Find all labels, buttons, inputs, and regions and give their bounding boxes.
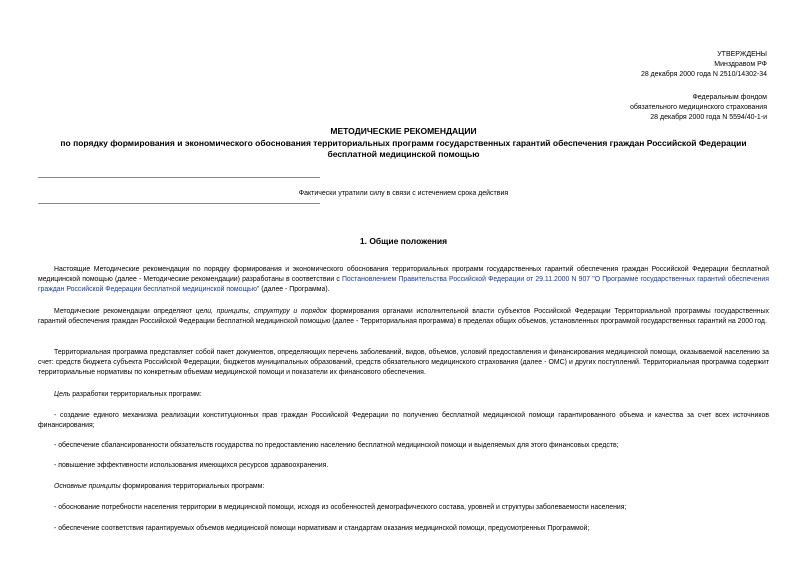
paragraph-text: Настоящие Методические рекомендации по порядку формирования и экономического обоснования территориальных программ государственных гарантий обеспечения граждан Российской Федерации бесплатной медицинской помощью (далее - Методические рекомендации) разработаны в соответствии с (38, 266, 769, 283)
paragraph-text: Методические рекомендации определяют (54, 308, 196, 315)
title-line: по порядку формирования и экономического обоснования территориальных программ государственных гарантий обеспечения граждан Российской Федерации (60, 137, 747, 148)
approval-block-fund (630, 93, 767, 123)
paragraph-text: - обеспечение соответствия гарантируемых объемов медицинской помощи нормативам и стандартам оказания медицинской помощи, предусмотренных Программой; (54, 525, 590, 532)
approval-line: обязательного медицинского страхования (629, 104, 767, 111)
paragraph-text: формирования органами исполнительной власти субъектов Российской Федерации Территориальной программы государственных гарантий обеспечения граждан Российской Федерации бесплатной медицинской помощью (далее - Территориальная программа) в пределах общих объемов, установленных программой государственных гарантий на 2000 год. (38, 308, 769, 325)
paragraph-5 (38, 411, 769, 431)
paragraph-10 (38, 524, 769, 534)
paragraph-8 (38, 482, 769, 492)
approval-block-ministry (641, 50, 767, 80)
approval-line: Федеральным фондом (692, 94, 767, 101)
government-decree-link[interactable]: Постановлением Правительства Российской Федерации от 29.11.2000 N 907 "О Программе государственных гарантий обеспечения граждан Российской Федерации бесплатной медицинской помощью" (38, 276, 769, 293)
divider (38, 203, 320, 204)
paragraph-7 (38, 461, 769, 471)
approval-line: 28 декабря 2000 года N 5594/40-1-и (650, 114, 767, 121)
approval-line: 28 декабря 2000 года N 2510/14302-34 (640, 71, 767, 78)
paragraph-text: (далее - Программа). (259, 286, 330, 293)
title-line: бесплатной медицинской помощью (327, 149, 480, 159)
status-note: Фактически утратили силу в связи с истечением срока действия (298, 190, 509, 197)
paragraph-text: Территориальная программа представляет собой пакет документов, определяющих перечень заболеваний, видов, объемов, условий предоставления и финансирования медицинской помощи, оказываемой населению за счет: средств бюджета субъекта Российской Федерации, бюджетов муниципальных образований, средств обязательного медицинского страхования (далее - ОМС) и других поступлений. Территориальная программа содержит территориальные нормативы по конкретным объемам медицинской помощи и показатели их финансового обеспечения. (38, 349, 769, 376)
approval-line: УТВЕРЖДЕНЫ (717, 51, 767, 58)
paragraph-2 (38, 307, 769, 327)
paragraph-text: разработки территориальных программ: (70, 391, 202, 398)
paragraph-text: - создание единого механизма реализации конституционных прав граждан Российской Федерации по получению бесплатной медицинской помощи гарантированного объема и качества за счет всех источников финансирования; (38, 412, 769, 429)
paragraph-9 (38, 503, 769, 513)
paragraph-text: формирования территориальных программ: (120, 483, 265, 490)
paragraph-emphasis: Цель (54, 391, 71, 398)
section-title: 1. Общие положения (359, 236, 448, 246)
paragraph-emphasis: цели, принципы, структуру и порядок (195, 308, 327, 315)
paragraph-6 (38, 441, 769, 451)
title-line: МЕТОДИЧЕСКИЕ РЕКОМЕНДАЦИИ (330, 126, 477, 136)
paragraph-emphasis: Основные принципы (54, 483, 121, 490)
paragraph-4 (38, 390, 769, 400)
paragraph-text: - обеспечение сбалансированности обязательств государства по предоставлению населению бесплатной медицинской помощи и выделяемых для этого финансовых средств; (54, 442, 619, 449)
paragraph-text: - повышение эффективности использования имеющихся ресурсов здравоохранения. (54, 462, 329, 469)
approval-line: Минздравом РФ (714, 61, 767, 68)
paragraph-text: - обоснование потребности населения территории в медицинской помощи, исходя из особенностей демографического состава, уровней и структуры заболеваемости населения; (54, 504, 627, 511)
document-title (0, 126, 807, 161)
paragraph-1 (38, 265, 769, 295)
paragraph-3 (38, 348, 769, 378)
divider (38, 177, 320, 178)
